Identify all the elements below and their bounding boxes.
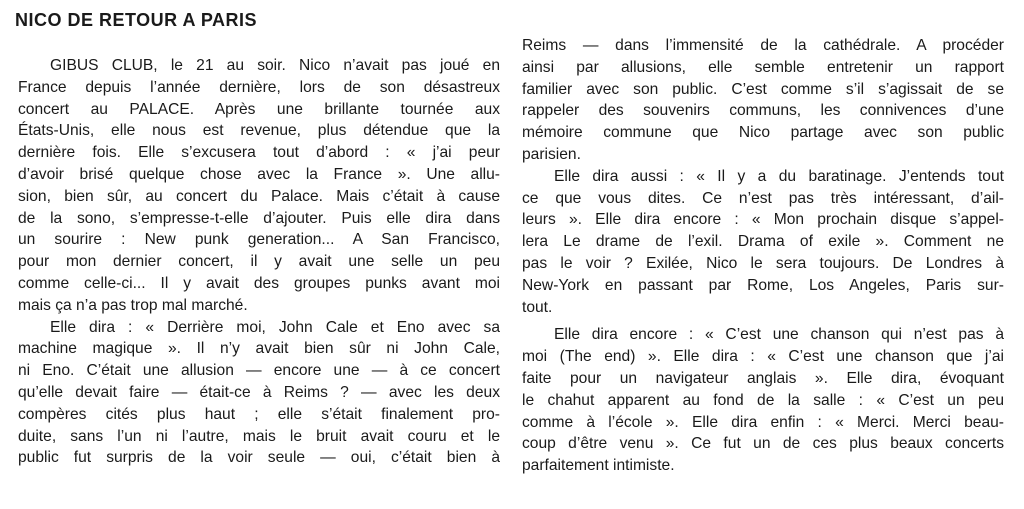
- text-line: coup d’être venu ». Ce fut un de ces plus beaux concerts: [522, 435, 1004, 453]
- text-line: Elle dira : « Derrière moi, John Cale et Eno avec sa: [50, 318, 500, 336]
- text-line: qu’elle devait faire — était-ce à Reims ? — avec les deux: [18, 383, 500, 401]
- text-line: lera Le drame de l’exil. Drama of exile ». Comment ne: [522, 233, 1004, 251]
- text-line: mais ça n’a pas trop mal marché.: [18, 296, 248, 314]
- text-line: ce que vous dites. Ce n’est pas très intéressant, d’ail-: [522, 189, 1004, 207]
- text-line: tout.: [522, 298, 553, 316]
- text-line: d’avoir brisé quelque chose avec la France ». Une allu-: [18, 165, 500, 183]
- text-line: machine magique ». Il n’y avait bien sûr ni John Cale,: [18, 340, 500, 358]
- right-column: [522, 35, 1004, 477]
- text-line: moi (The end) ». Elle dira : « C’est une chanson que j’ai: [522, 348, 1004, 366]
- text-line: le chahut apparent au fond de la salle : « C’est un peu: [522, 391, 1004, 409]
- text-line: comme celle-ci... Il y avait des groupes punks avant moi: [18, 274, 500, 292]
- text-line: concert au PALACE. Après une brillante tournée aux: [18, 100, 500, 118]
- text-line: familier avec son public. C’est comme s’il s’agissait de se: [522, 80, 1004, 98]
- text-line: dernière fois. Elle s’excusera tout d’abord : « j’ai peur: [18, 144, 500, 162]
- left-column: [18, 55, 500, 469]
- text-line: pas le voir ? Exilée, Nico le sera toujours. De Londres à: [522, 254, 1004, 272]
- text-line: Reims — dans l’immensité de la cathédrale. A procéder: [522, 37, 1004, 54]
- text-line: pour mon dernier concert, il y avait une selle un peu: [18, 253, 500, 271]
- text-line: compères cités plus haut ; elle s’était finalement pro-: [18, 405, 500, 423]
- article-title: NICO DE RETOUR A PARIS: [15, 10, 258, 30]
- text-line: ni Eno. C’était une allusion — encore une — à ce concert: [18, 362, 500, 380]
- text-line: États-Unis, elle nous est revenue, plus détendue que la: [18, 122, 500, 140]
- text-line: Elle dira encore : « C’est une chanson qui n’est pas à: [554, 326, 1004, 344]
- text-line: duite, sans l’un ni l’autre, mais le bruit avait couru et le: [18, 427, 500, 445]
- text-line: parisien.: [522, 145, 581, 163]
- text-line: sion, bien sûr, au concert du Palace. Mais c’était à cause: [18, 187, 500, 205]
- text-line: un sourire : New punk generation... A San Francisco,: [18, 231, 500, 249]
- text-line: leurs ». Elle dira encore : « Mon prochain disque s’appel-: [522, 211, 1004, 229]
- text-line: France depuis l’année dernière, lors de son désastreux: [18, 78, 500, 96]
- text-line: comme à l’école ». Elle dira enfin : « Merci. Merci beau-: [522, 413, 1004, 431]
- text-line: ainsi par allusions, elle semble entretenir un rapport: [522, 58, 1004, 76]
- text-line: New-York en passant par Rome, Los Angeles, Paris sur-: [522, 276, 1004, 294]
- text-line: parfaitement intimiste.: [522, 457, 675, 475]
- text-line: Elle dira aussi : « Il y a du baratinage. J’entends tout: [554, 167, 1004, 185]
- text-line: rappeler des souvenirs communs, les connivences d’une: [522, 102, 1004, 120]
- text-line: GIBUS CLUB, le 21 au soir. Nico n’avait pas joué en: [50, 57, 500, 74]
- text-line: public fut surpris de la voir seule — oui, c’était bien à: [18, 449, 500, 467]
- text-line: mémoire commune que Nico partage avec son public: [522, 124, 1004, 142]
- text-line: faite pour un navigateur anglais ». Elle dira, évoquant: [522, 369, 1004, 387]
- text-line: de la sono, s’empresse-t-elle d’ajouter. Puis elle dira dans: [18, 209, 500, 227]
